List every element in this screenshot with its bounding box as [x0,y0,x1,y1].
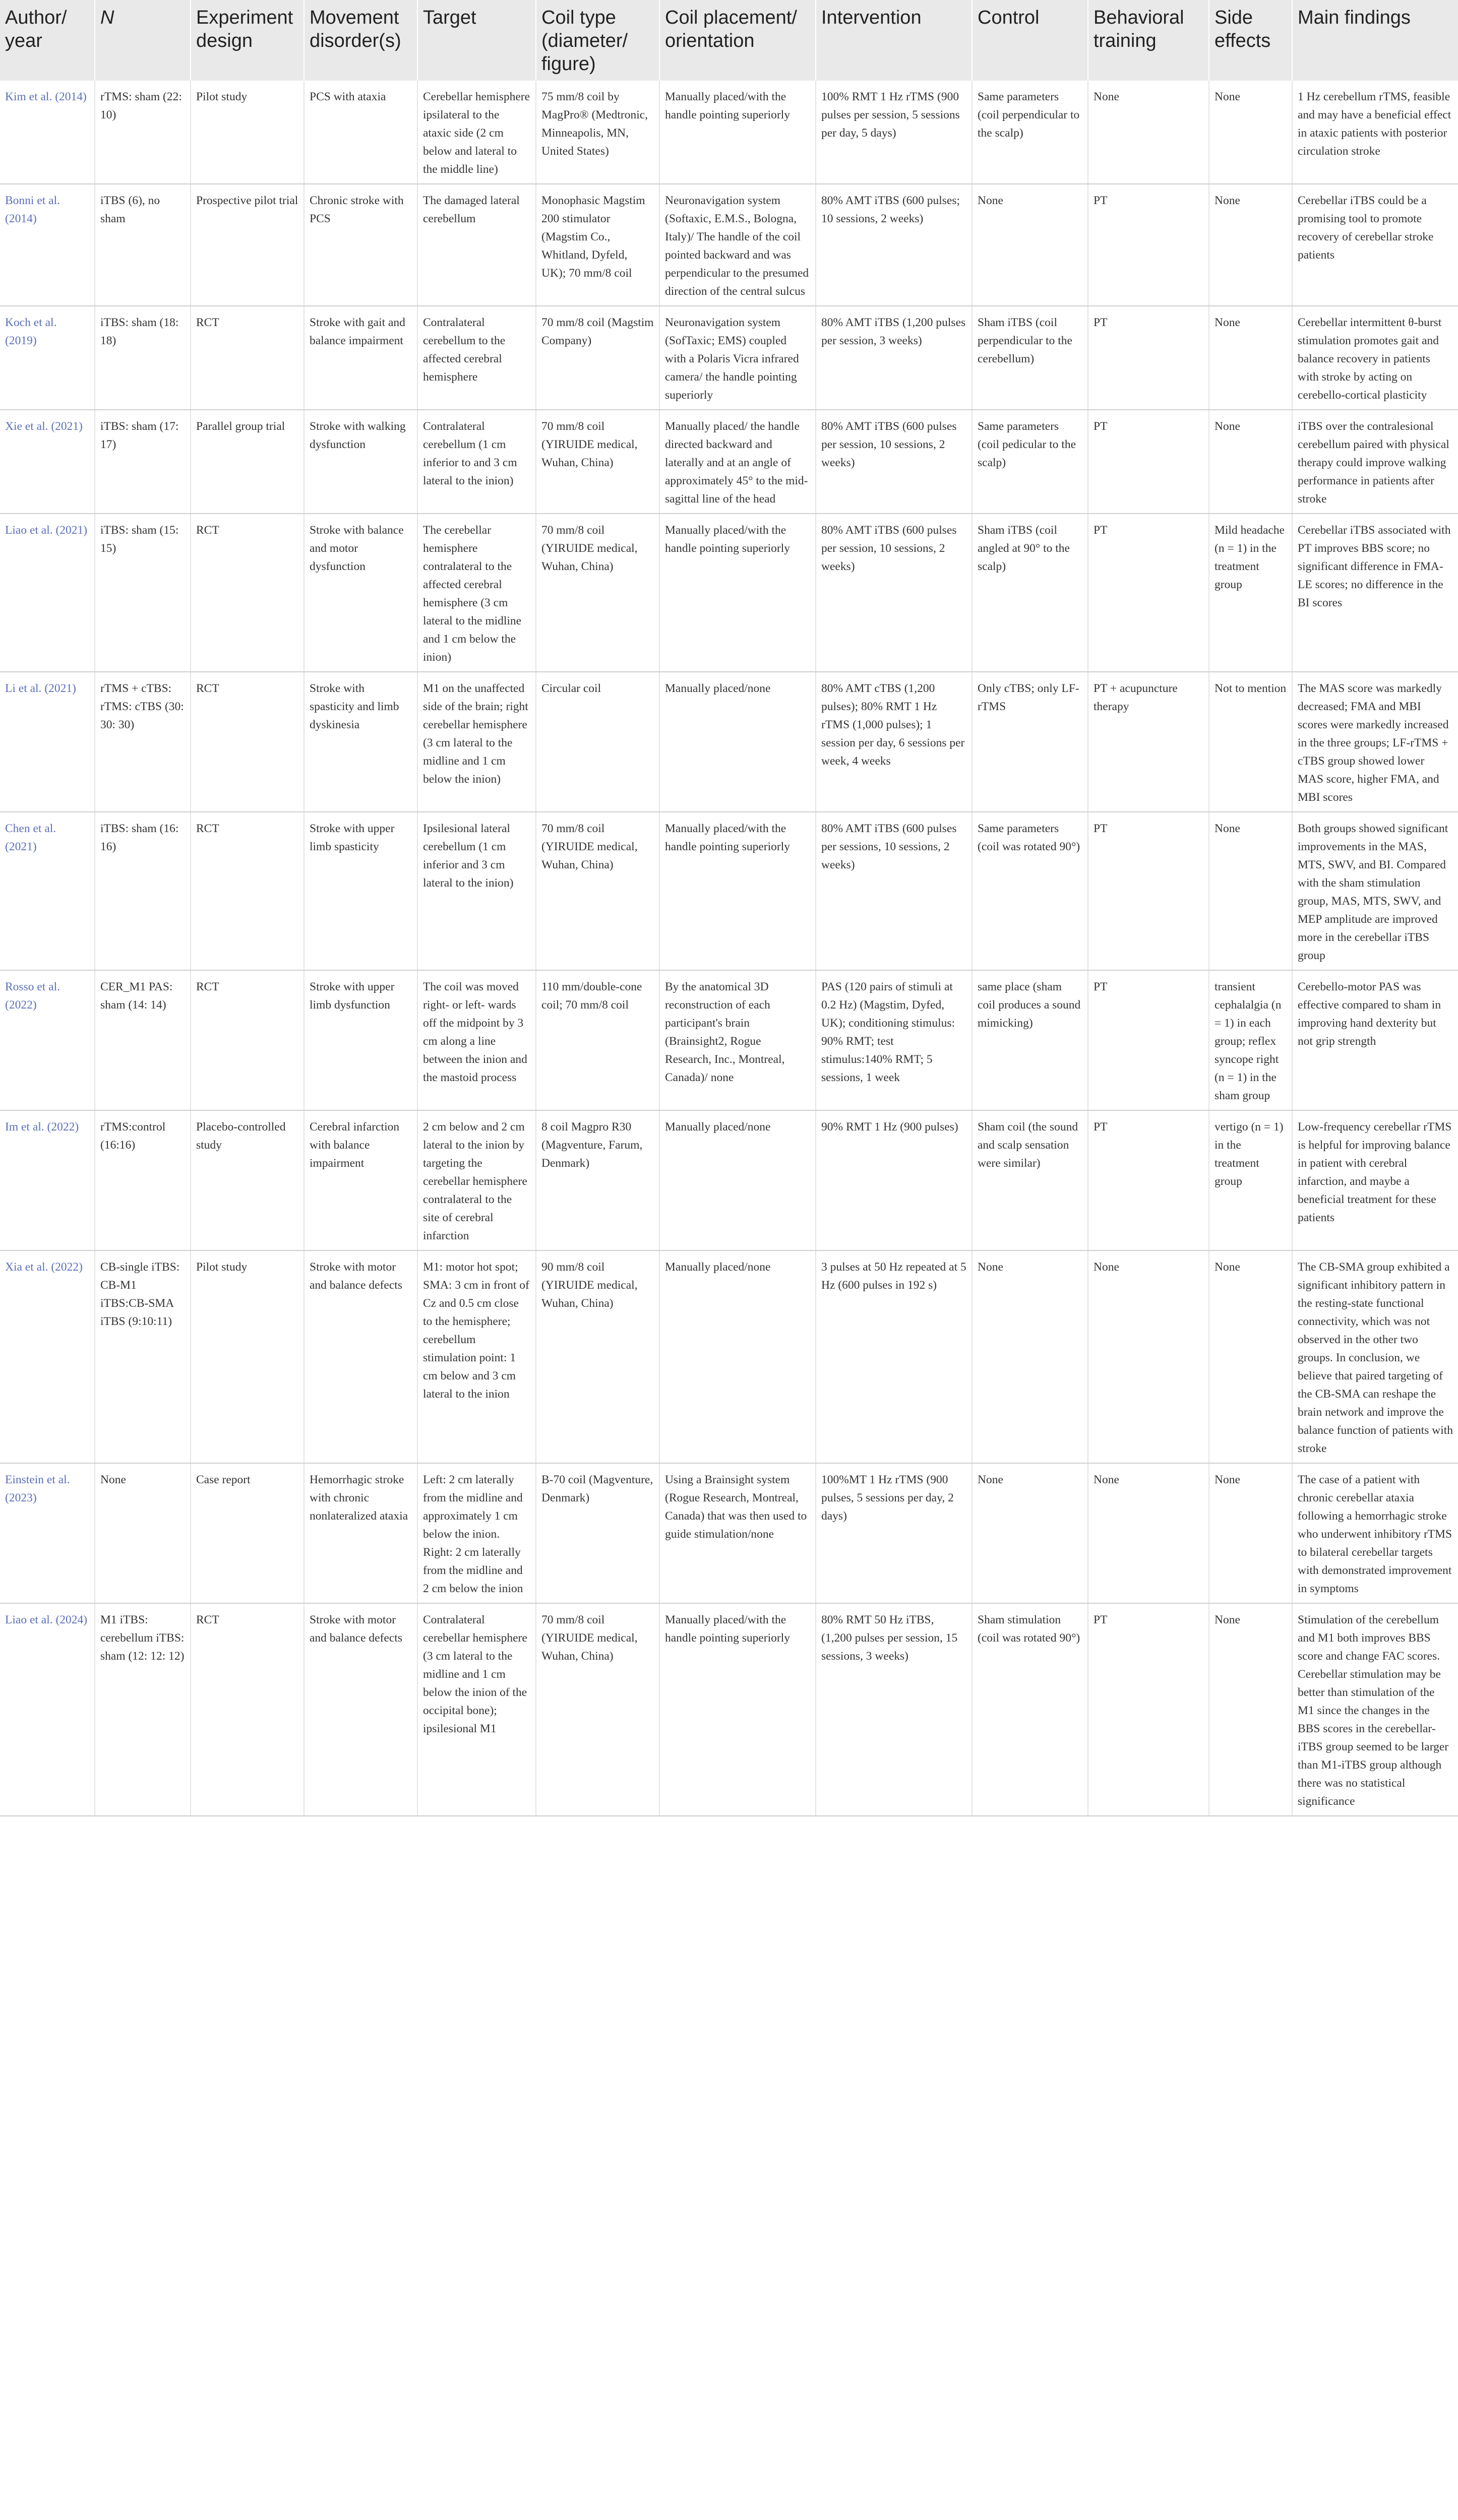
cell-side-effects: transient cephalalgia (n = 1) in each group; reflex syncope right (n = 1) in the sham group [1209,970,1292,1110]
cell-n: iTBS: sham (15: 15) [95,514,191,672]
header-side-effects: Side effects [1209,0,1292,81]
cell-coil-type: 75 mm/8 coil by MagPro® (Medtronic, Minneapolis, MN, United States) [536,81,659,184]
cell-main-findings: The CB-SMA group exhibited a significant inhibitory pattern in the resting-state functional connectivity, which was not observed in the other two groups. In conclusion, we believe that paired targeting of the CB-SMA can reshape the brain network and improve the balance function of patients with stroke [1292,1250,1458,1463]
cell-side-effects: Not to mention [1209,672,1292,812]
cell-behavioral-training: PT [1088,514,1209,672]
table-row [0,1463,1458,1603]
table-body [0,81,1458,1816]
cell-experiment-design: Placebo-controlled study [191,1110,304,1250]
cell-behavioral-training: None [1088,1250,1209,1463]
cell-behavioral-training: None [1088,81,1209,184]
cell-n: rTMS + cTBS: rTMS: cTBS (30: 30: 30) [95,672,191,812]
cell-target: 2 cm below and 2 cm lateral to the inion by targeting the cerebellar hemisphere contralateral to the site of cerebral infarction [417,1110,536,1250]
cell-movement-disorders: Stroke with gait and balance impairment [304,306,417,410]
cell-control: Same parameters (coil was rotated 90°) [972,812,1088,970]
cell-n: iTBS: sham (18: 18) [95,306,191,410]
cell-author-year[interactable]: Chen et al. (2021) [0,812,95,970]
header-main-findings: Main findings [1292,0,1458,81]
header-movement-disorders: Movement disorder(s) [304,0,417,81]
cell-coil-placement: By the anatomical 3D reconstruction of each participant's brain (Brainsight2, Rogue Research, Inc., Montreal, Canada)/ none [659,970,816,1110]
cell-control: None [972,1463,1088,1603]
cell-movement-disorders: Stroke with balance and motor dysfunction [304,514,417,672]
cell-experiment-design: Parallel group trial [191,410,304,514]
cell-coil-type: 70 mm/8 coil (YIRUIDE medical, Wuhan, China) [536,514,659,672]
cell-intervention: 80% RMT 50 Hz iTBS, (1,200 pulses per session, 15 sessions, 3 weeks) [816,1603,972,1816]
cell-main-findings: 1 Hz cerebellum rTMS, feasible and may have a beneficial effect in ataxic patients with posterior circulation stroke [1292,81,1458,184]
cell-coil-type: 70 mm/8 coil (Magstim Company) [536,306,659,410]
header-author-year: Author/ year [0,0,95,81]
cell-coil-type: 70 mm/8 coil (YIRUIDE medical, Wuhan, China) [536,410,659,514]
cell-behavioral-training: PT [1088,812,1209,970]
header-target: Target [417,0,536,81]
cell-target: Cerebellar hemisphere ipsilateral to the ataxic side (2 cm below and lateral to the middle line) [417,81,536,184]
table-row [0,306,1458,410]
cell-behavioral-training: PT [1088,1603,1209,1816]
cell-intervention: 80% AMT cTBS (1,200 pulses); 80% RMT 1 Hz rTMS (1,000 pulses); 1 session per day, 6 sessions per week, 4 weeks [816,672,972,812]
cell-author-year[interactable]: Liao et al. (2024) [0,1603,95,1816]
cell-main-findings: Cerebellar iTBS associated with PT improves BBS score; no significant difference in FMA-LE scores; no difference in the BI scores [1292,514,1458,672]
cell-movement-disorders: Stroke with spasticity and limb dyskinesia [304,672,417,812]
table-row [0,672,1458,812]
cell-author-year[interactable]: Xie et al. (2021) [0,410,95,514]
cell-n: iTBS: sham (16: 16) [95,812,191,970]
cell-main-findings: The case of a patient with chronic cerebellar ataxia following a hemorrhagic stroke who underwent inhibitory rTMS to bilateral cerebellar targets with demonstrated improvement in symptoms [1292,1463,1458,1603]
cell-n: CB-single iTBS: CB-M1 iTBS:CB-SMA iTBS (9:10:11) [95,1250,191,1463]
cell-main-findings: The MAS score was markedly decreased; FMA and MBI scores were markedly increased in the three groups; LF-rTMS + cTBS group showed lower MAS score, higher FMA, and MBI scores [1292,672,1458,812]
cell-target: The damaged lateral cerebellum [417,184,536,306]
cell-intervention: 80% AMT iTBS (600 pulses per sessions, 10 sessions, 2 weeks) [816,812,972,970]
cell-target: Contralateral cerebellum (1 cm inferior to and 3 cm lateral to the inion) [417,410,536,514]
cell-n: iTBS (6), no sham [95,184,191,306]
header-intervention: Intervention [816,0,972,81]
cell-behavioral-training: PT [1088,184,1209,306]
cell-intervention: 80% AMT iTBS (1,200 pulses per session, 3 weeks) [816,306,972,410]
cell-n: rTMS: sham (22: 10) [95,81,191,184]
cell-coil-placement: Manually placed/with the handle pointing superiorly [659,514,816,672]
cell-coil-type: Monophasic Magstim 200 stimulator (Magstim Co., Whitland, Dyfeld, UK); 70 mm/8 coil [536,184,659,306]
cell-target: M1: motor hot spot; SMA: 3 cm in front of Cz and 0.5 cm close to the hemisphere; cerebellum stimulation point: 1 cm below and 3 cm lateral to the inion [417,1250,536,1463]
cell-behavioral-training: None [1088,1463,1209,1603]
header-control: Control [972,0,1088,81]
cell-intervention: 80% AMT iTBS (600 pulses; 10 sessions, 2 weeks) [816,184,972,306]
cell-side-effects: None [1209,1463,1292,1603]
cell-behavioral-training: PT [1088,306,1209,410]
cell-intervention: 100%MT 1 Hz rTMS (900 pulses, 5 sessions per day, 2 days) [816,1463,972,1603]
cell-movement-disorders: Chronic stroke with PCS [304,184,417,306]
cell-coil-placement: Manually placed/none [659,672,816,812]
cell-experiment-design: RCT [191,672,304,812]
cell-main-findings: Both groups showed significant improvements in the MAS, MTS, SWV, and BI. Compared with the sham stimulation group, MAS, MTS, SWV, and MEP amplitude are improved more in the cerebellar iTBS group [1292,812,1458,970]
cell-coil-type: 90 mm/8 coil (YIRUIDE medical, Wuhan, China) [536,1250,659,1463]
cell-experiment-design: RCT [191,1603,304,1816]
cell-target: Left: 2 cm laterally from the midline and approximately 1 cm below the inion. Right: 2 cm laterally from the midline and 2 cm below the inion [417,1463,536,1603]
cell-side-effects: vertigo (n = 1) in the treatment group [1209,1110,1292,1250]
cell-coil-type: 8 coil Magpro R30 (Magventure, Farum, Denmark) [536,1110,659,1250]
table-row [0,410,1458,514]
cell-coil-type: 110 mm/double-cone coil; 70 mm/8 coil [536,970,659,1110]
cell-intervention: 90% RMT 1 Hz (900 pulses) [816,1110,972,1250]
cell-main-findings: Cerebellar iTBS could be a promising tool to promote recovery of cerebellar stroke patients [1292,184,1458,306]
cell-coil-placement: Neuronavigation system (Softaxic, E.M.S., Bologna, Italy)/ The handle of the coil pointed backward and was perpendicular to the presumed direction of the central sulcus [659,184,816,306]
cell-movement-disorders: Stroke with motor and balance defects [304,1250,417,1463]
header-n: N [95,0,191,81]
cell-coil-placement: Manually placed/with the handle pointing superiorly [659,81,816,184]
cell-movement-disorders: Hemorrhagic stroke with chronic nonlateralized ataxia [304,1463,417,1603]
cell-control: Sham iTBS (coil angled at 90° to the scalp) [972,514,1088,672]
cell-main-findings: iTBS over the contralesional cerebellum paired with physical therapy could improve walking performance in patients after stroke [1292,410,1458,514]
cell-behavioral-training: PT + acupuncture therapy [1088,672,1209,812]
cell-author-year[interactable]: Xia et al. (2022) [0,1250,95,1463]
cell-target: Contralateral cerebellar hemisphere (3 cm lateral to the midline and 1 cm below the inion of the occipital bone); ipsilesional M1 [417,1603,536,1816]
cell-intervention: 100% RMT 1 Hz rTMS (900 pulses per session, 5 sessions per day, 5 days) [816,81,972,184]
table-row [0,1110,1458,1250]
cell-side-effects: None [1209,184,1292,306]
table-row [0,514,1458,672]
cell-coil-type: 70 mm/8 coil (YIRUIDE medical, Wuhan, China) [536,1603,659,1816]
cell-movement-disorders: Stroke with motor and balance defects [304,1603,417,1816]
cell-coil-placement: Manually placed/none [659,1250,816,1463]
cell-experiment-design: Prospective pilot trial [191,184,304,306]
cell-movement-disorders: Stroke with upper limb spasticity [304,812,417,970]
cell-side-effects: None [1209,1250,1292,1463]
cell-experiment-design: RCT [191,970,304,1110]
cell-control: None [972,184,1088,306]
cell-n: CER_M1 PAS: sham (14: 14) [95,970,191,1110]
cell-control: Sham stimulation (coil was rotated 90°) [972,1603,1088,1816]
cell-control: Same parameters (coil perpendicular to the scalp) [972,81,1088,184]
table-row [0,970,1458,1110]
cell-experiment-design: Pilot study [191,81,304,184]
cell-control: same place (sham coil produces a sound mimicking) [972,970,1088,1110]
cell-coil-placement: Manually placed/with the handle pointing superiorly [659,812,816,970]
cell-movement-disorders: Cerebral infarction with balance impairment [304,1110,417,1250]
table-header-row [0,0,1458,81]
cell-movement-disorders: Stroke with walking dysfunction [304,410,417,514]
cell-target: The coil was moved right- or left- wards off the midpoint by 3 cm along a line between the inion and the mastoid process [417,970,536,1110]
cell-coil-placement: Using a Brainsight system (Rogue Research, Montreal, Canada) that was then used to guide stimulation/none [659,1463,816,1603]
cell-side-effects: None [1209,306,1292,410]
cell-n: rTMS:control (16:16) [95,1110,191,1250]
header-coil-type: Coil type (diameter/ figure) [536,0,659,81]
cell-movement-disorders: Stroke with upper limb dysfunction [304,970,417,1110]
table-row [0,1250,1458,1463]
cell-coil-placement: Manually placed/with the handle pointing superiorly [659,1603,816,1816]
cell-author-year[interactable]: Kim et al. (2014) [0,81,95,184]
cell-side-effects: None [1209,1603,1292,1816]
cell-control: None [972,1250,1088,1463]
cell-behavioral-training: PT [1088,410,1209,514]
cell-coil-type: 70 mm/8 coil (YIRUIDE medical, Wuhan, China) [536,812,659,970]
cell-main-findings: Low-frequency cerebellar rTMS is helpful for improving balance in patient with cerebral infarction, and maybe a beneficial treatment for these patients [1292,1110,1458,1250]
header-behavioral-training: Behavioral training [1088,0,1209,81]
cell-experiment-design: Pilot study [191,1250,304,1463]
cell-behavioral-training: PT [1088,1110,1209,1250]
cell-side-effects: Mild headache (n = 1) in the treatment group [1209,514,1292,672]
cell-coil-placement: Neuronavigation system (SofTaxic; EMS) coupled with a Polaris Vicra infrared camera/ the handle pointing superiorly [659,306,816,410]
cell-main-findings: Stimulation of the cerebellum and M1 both improves BBS score and change FAC scores. Cerebellar stimulation may be better than stimulation of the M1 since the changes in the BBS scores in the cerebellar-iTBS group seemed to be larger than M1-iTBS group although there was no statistical significance [1292,1603,1458,1816]
cell-coil-placement: Manually placed/none [659,1110,816,1250]
cell-author-year[interactable]: Li et al. (2021) [0,672,95,812]
cell-n: M1 iTBS: cerebellum iTBS: sham (12: 12: 12) [95,1603,191,1816]
cell-author-year[interactable]: Rosso et al. (2022) [0,970,95,1110]
table-row [0,184,1458,306]
cell-coil-type: Circular coil [536,672,659,812]
header-experiment-design: Experiment design [191,0,304,81]
cell-target: Contralateral cerebellum to the affected cerebral hemisphere [417,306,536,410]
cell-n: iTBS: sham (17: 17) [95,410,191,514]
cell-coil-type: B-70 coil (Magventure, Denmark) [536,1463,659,1603]
cell-control: Sham coil (the sound and scalp sensation were similar) [972,1110,1088,1250]
cell-author-year[interactable]: Einstein et al. (2023) [0,1463,95,1603]
cell-coil-placement: Manually placed/ the handle directed backward and laterally and at an angle of approximately 45° to the mid-sagittal line of the head [659,410,816,514]
cell-side-effects: None [1209,81,1292,184]
cell-intervention: PAS (120 pairs of stimuli at 0.2 Hz) (Magstim, Dyfed, UK); conditioning stimulus: 90% RMT; test stimulus:140% RMT; 5 sessions, 1 week [816,970,972,1110]
cell-target: The cerebellar hemisphere contralateral to the affected cerebral hemisphere (3 cm lateral to the midline and 1 cm below the inion) [417,514,536,672]
cell-control: Only cTBS; only LF-rTMS [972,672,1088,812]
cell-behavioral-training: PT [1088,970,1209,1110]
cell-control: Same parameters (coil pedicular to the scalp) [972,410,1088,514]
cell-main-findings: Cerebellar intermittent θ-burst stimulation promotes gait and balance recovery in patients with stroke by acting on cerebello-cortical plasticity [1292,306,1458,410]
cell-intervention: 3 pulses at 50 Hz repeated at 5 Hz (600 pulses in 192 s) [816,1250,972,1463]
cell-author-year[interactable]: Liao et al. (2021) [0,514,95,672]
cell-n: None [95,1463,191,1603]
header-coil-placement: Coil placement/ orientation [659,0,816,81]
cell-experiment-design: Case report [191,1463,304,1603]
table-row [0,81,1458,184]
cell-experiment-design: RCT [191,514,304,672]
table-row [0,812,1458,970]
cell-author-year[interactable]: Im et al. (2022) [0,1110,95,1250]
cell-author-year[interactable]: Koch et al. (2019) [0,306,95,410]
cell-experiment-design: RCT [191,812,304,970]
cell-target: M1 on the unaffected side of the brain; right cerebellar hemisphere (3 cm lateral to the midline and 1 cm below the inion) [417,672,536,812]
cell-control: Sham iTBS (coil perpendicular to the cerebellum) [972,306,1088,410]
cell-side-effects: None [1209,410,1292,514]
cell-intervention: 80% AMT iTBS (600 pulses per session, 10 sessions, 2 weeks) [816,514,972,672]
cell-side-effects: None [1209,812,1292,970]
cell-experiment-design: RCT [191,306,304,410]
cell-intervention: 80% AMT iTBS (600 pulses per session, 10 sessions, 2 weeks) [816,410,972,514]
cell-target: Ipsilesional lateral cerebellum (1 cm inferior and 3 cm lateral to the inion) [417,812,536,970]
cell-author-year[interactable]: Bonni et al. (2014) [0,184,95,306]
cell-movement-disorders: PCS with ataxia [304,81,417,184]
table-row [0,1603,1458,1816]
cell-main-findings: Cerebello-motor PAS was effective compared to sham in improving hand dexterity but not grip strength [1292,970,1458,1110]
